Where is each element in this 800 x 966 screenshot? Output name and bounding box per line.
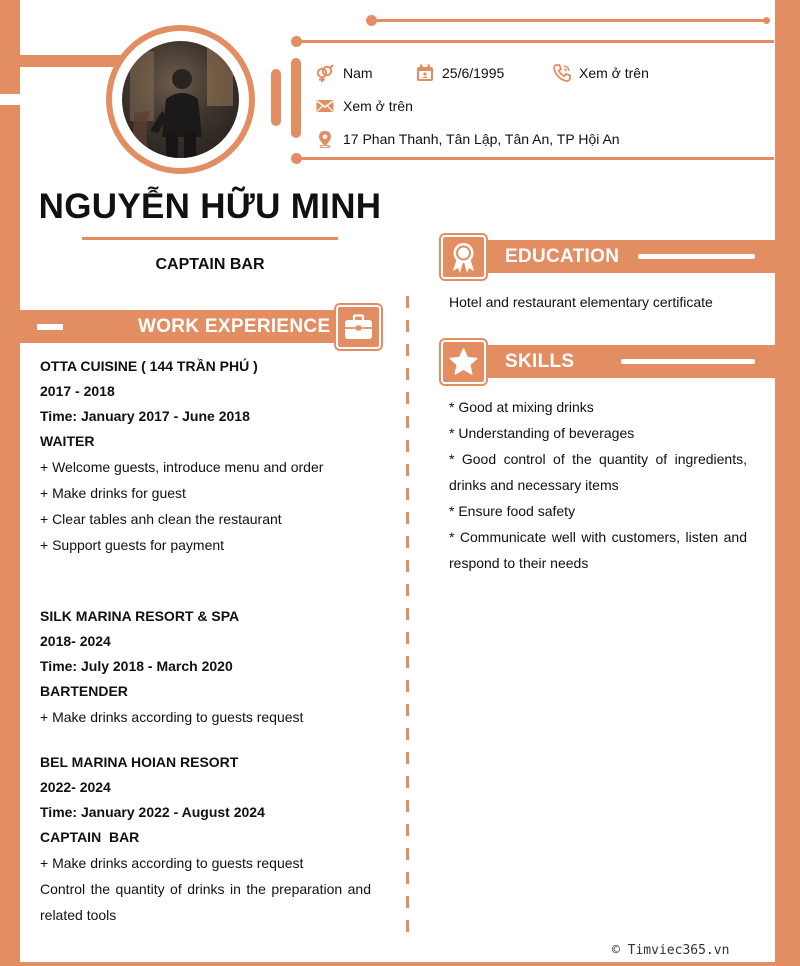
skill-item-2: * Understanding of beverages [449, 425, 635, 441]
job-2-role: BARTENDER [40, 683, 128, 699]
contact-bottom-dot [291, 153, 302, 164]
award-ribbon-icon [450, 242, 477, 274]
skills-header-line [621, 359, 755, 364]
job-2-duty-1: + Make drinks according to guests request [40, 709, 304, 725]
job-3-duty-2: Control the quantity of drinks in the preparation and related tools [40, 881, 371, 923]
job-2-years: 2018- 2024 [40, 633, 111, 649]
contact-phone [553, 60, 649, 86]
contact-address [316, 126, 620, 152]
star-icon [449, 348, 478, 376]
contact-top-line [296, 40, 774, 43]
top-line-short [371, 19, 768, 22]
address-value: 17 Phan Thanh, Tân Lập, Tân An, TP Hội An [343, 131, 620, 147]
column-divider [406, 296, 409, 940]
skill-item-4: * Ensure food safety [449, 503, 576, 519]
job-3-company: BEL MARINA HOIAN RESORT [40, 754, 239, 770]
job-1-duty-3: + Clear tables anh clean the restaurant [40, 511, 282, 527]
location-pin-icon [316, 130, 334, 148]
job-1-years: 2017 - 2018 [40, 383, 115, 399]
job-2-company: SILK MARINA RESORT & SPA [40, 608, 240, 624]
email-value[interactable]: Xem ở trên [343, 98, 413, 114]
work-header-title: WORK EXPERIENCE [138, 316, 331, 337]
gender-icon [316, 64, 334, 82]
candidate-position: CAPTAIN BAR [155, 256, 265, 273]
job-1-time: Time: January 2017 - June 2018 [40, 408, 250, 424]
gender-value: Nam [343, 65, 373, 81]
email-icon [316, 97, 334, 115]
skills-header-title: SKILLS [505, 351, 575, 372]
avatar [122, 41, 239, 158]
job-3-role: CAPTAIN BAR [40, 829, 140, 845]
work-header-dash [37, 324, 63, 330]
left-decor-bar [20, 55, 125, 67]
contact-gender [316, 60, 373, 86]
contact-side-bar [291, 58, 301, 138]
calendar-icon [416, 64, 434, 82]
skill-item-5: * Communicate well with customers, listen and respond to their needs [449, 529, 747, 571]
phone-icon [553, 64, 571, 82]
job-3-time: Time: January 2022 - August 2024 [40, 804, 265, 820]
contact-email [316, 93, 413, 119]
candidate-name: NGUYỄN HỮU MINH [38, 187, 382, 226]
job-1-duty-2: + Make drinks for guest [40, 485, 186, 501]
birthday-value: 25/6/1995 [442, 65, 505, 81]
briefcase-icon [344, 314, 373, 341]
job-1-role: WAITER [40, 433, 95, 449]
skill-item-1: * Good at mixing drinks [449, 399, 594, 415]
education-header-title: EDUCATION [505, 246, 620, 267]
job-3-duty-1: + Make drinks according to guests request [40, 855, 304, 871]
person-silhouette-icon [122, 41, 239, 158]
skill-item-3: * Good control of the quantity of ingredients, drinks and necessary items [449, 451, 747, 493]
phone-value[interactable]: Xem ở trên [579, 65, 649, 81]
name-underline [82, 237, 338, 240]
education-text: Hotel and restaurant elementary certificate [449, 294, 713, 310]
job-1-company: OTTA CUISINE ( 144 TRẦN PHÚ ) [40, 358, 258, 374]
contact-bottom-line [296, 157, 774, 160]
job-1-duty-1: + Welcome guests, introduce menu and order [40, 459, 324, 475]
top-line-dot-left [366, 15, 377, 26]
contact-birthday [416, 60, 504, 86]
job-1-duty-4: + Support guests for payment [40, 537, 225, 553]
contact-top-dot [291, 36, 302, 47]
footer-watermark: © Timviec365.vn [612, 943, 730, 958]
education-header-line [638, 254, 755, 259]
header-pill [271, 69, 281, 126]
job-3-years: 2022- 2024 [40, 779, 111, 795]
job-2-time: Time: July 2018 - March 2020 [40, 658, 233, 674]
left-decor-bar-white [0, 94, 82, 105]
top-line-dot-right [763, 17, 770, 24]
